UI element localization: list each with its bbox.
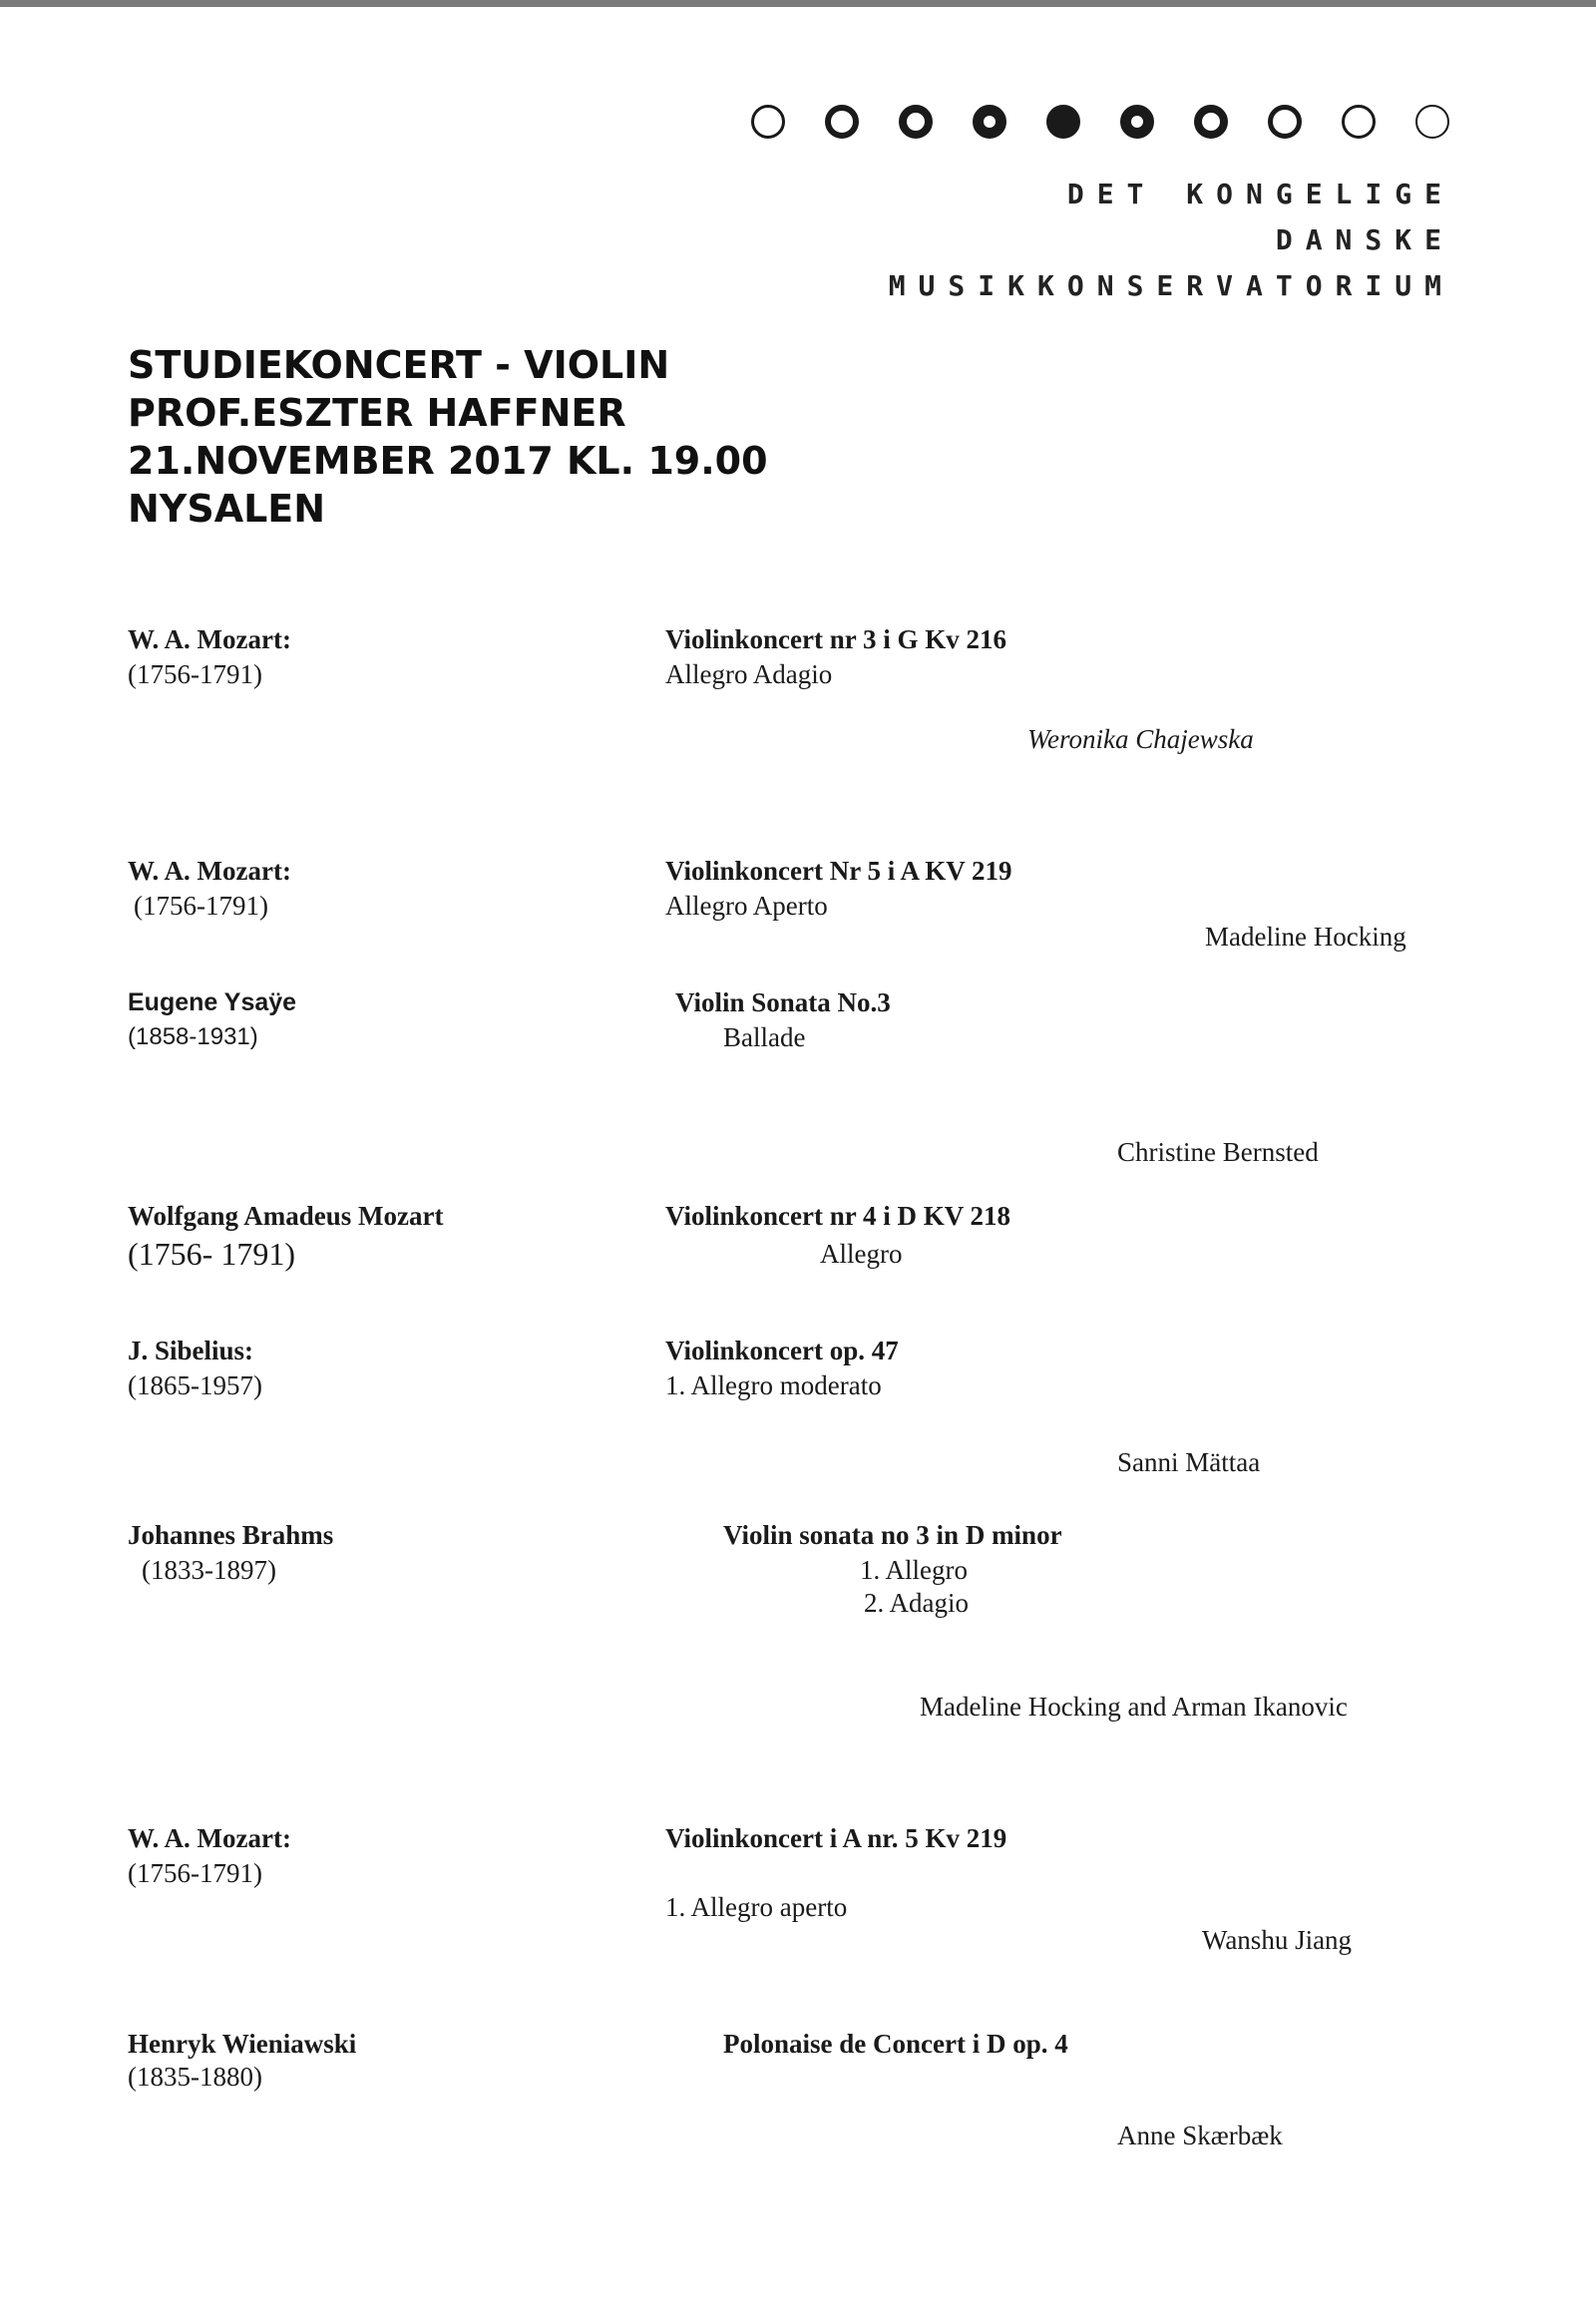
concert-header	[128, 341, 768, 533]
movement: Allegro Adagio	[665, 659, 833, 689]
composer-name: Henryk Wieniawski	[128, 2029, 357, 2059]
logo-dots	[751, 105, 1459, 139]
movement: Ballade	[723, 1022, 806, 1052]
movement: 1. Allegro aperto	[665, 1892, 848, 1922]
logo-text-line-2: DANSKE	[1275, 223, 1454, 256]
composer-years: (1835-1880)	[128, 2062, 262, 2092]
work-title: Violinkoncert nr 4 i D KV 218	[665, 1201, 1011, 1231]
performer-name: Madeline Hocking and Arman Ikanovic	[920, 1692, 1348, 1722]
composer-name: W. A. Mozart:	[128, 1823, 291, 1853]
logo-text-line-1: DET KONGELIGE	[1066, 178, 1454, 210]
work-title: Violin sonata no 3 in D minor	[723, 1520, 1062, 1550]
logo-dot-9	[1342, 105, 1376, 139]
performer-name: Wanshu Jiang	[1202, 1925, 1353, 1955]
composer-years: (1756-1791)	[134, 891, 268, 921]
composer-name: Eugene Ysaÿe	[128, 988, 297, 1016]
top-border	[0, 0, 1596, 7]
work-title: Violinkoncert Nr 5 i A KV 219	[665, 856, 1012, 886]
logo-text-line-3: MUSIKKONSERVATORIUM	[888, 269, 1454, 302]
performer-name: Anne Skærbæk	[1117, 2120, 1283, 2150]
logo-dot-3	[899, 105, 933, 139]
movement: 1. Allegro	[860, 1555, 968, 1585]
logo-dot-5	[1046, 105, 1080, 139]
concert-title: STUDIEKONCERT - VIOLIN	[128, 343, 670, 387]
composer-name: J. Sibelius:	[128, 1336, 254, 1365]
composer-years: (1756-1791)	[128, 659, 262, 689]
work-title: Violin Sonata No.3	[675, 987, 891, 1017]
composer-years: (1858-1931)	[128, 1023, 258, 1050]
composer-years: (1865-1957)	[128, 1370, 262, 1400]
composer-name: Wolfgang Amadeus Mozart	[128, 1201, 444, 1231]
logo-dot-2	[825, 105, 859, 139]
logo-dot-8	[1268, 105, 1302, 139]
logo-dot-4	[973, 105, 1006, 139]
composer-years: (1833-1897)	[142, 1555, 276, 1585]
composer-name: W. A. Mozart:	[128, 856, 291, 886]
logo-dot-10	[1415, 105, 1449, 139]
logo-dot-6	[1120, 105, 1154, 139]
composer-years: (1756-1791)	[128, 1858, 262, 1888]
work-title: Violinkoncert i A nr. 5 Kv 219	[665, 1823, 1007, 1853]
composer-years: (1756- 1791)	[128, 1236, 295, 1272]
movement: Allegro	[820, 1239, 903, 1269]
movement: 1. Allegro moderato	[665, 1370, 882, 1400]
performer-name: Weronika Chajewska	[1027, 724, 1254, 754]
concert-date: 21.NOVEMBER 2017 KL. 19.00	[128, 439, 768, 483]
concert-venue: NYSALEN	[128, 487, 326, 531]
logo-dot-7	[1194, 105, 1228, 139]
work-title: Violinkoncert nr 3 i G Kv 216	[665, 624, 1007, 654]
movement: Allegro Aperto	[665, 891, 828, 921]
concert-professor: PROF.ESZTER HAFFNER	[128, 391, 626, 435]
work-title: Violinkoncert op. 47	[665, 1336, 899, 1365]
performer-name: Madeline Hocking	[1205, 922, 1406, 952]
logo-dot-1	[751, 105, 785, 139]
movement: 2. Adagio	[864, 1588, 969, 1618]
work-title: Polonaise de Concert i D op. 4	[723, 2029, 1068, 2059]
performer-name: Christine Bernsted	[1117, 1137, 1319, 1167]
performer-name: Sanni Mättaa	[1117, 1447, 1261, 1477]
composer-name: Johannes Brahms	[128, 1520, 334, 1550]
composer-name: W. A. Mozart:	[128, 624, 291, 654]
